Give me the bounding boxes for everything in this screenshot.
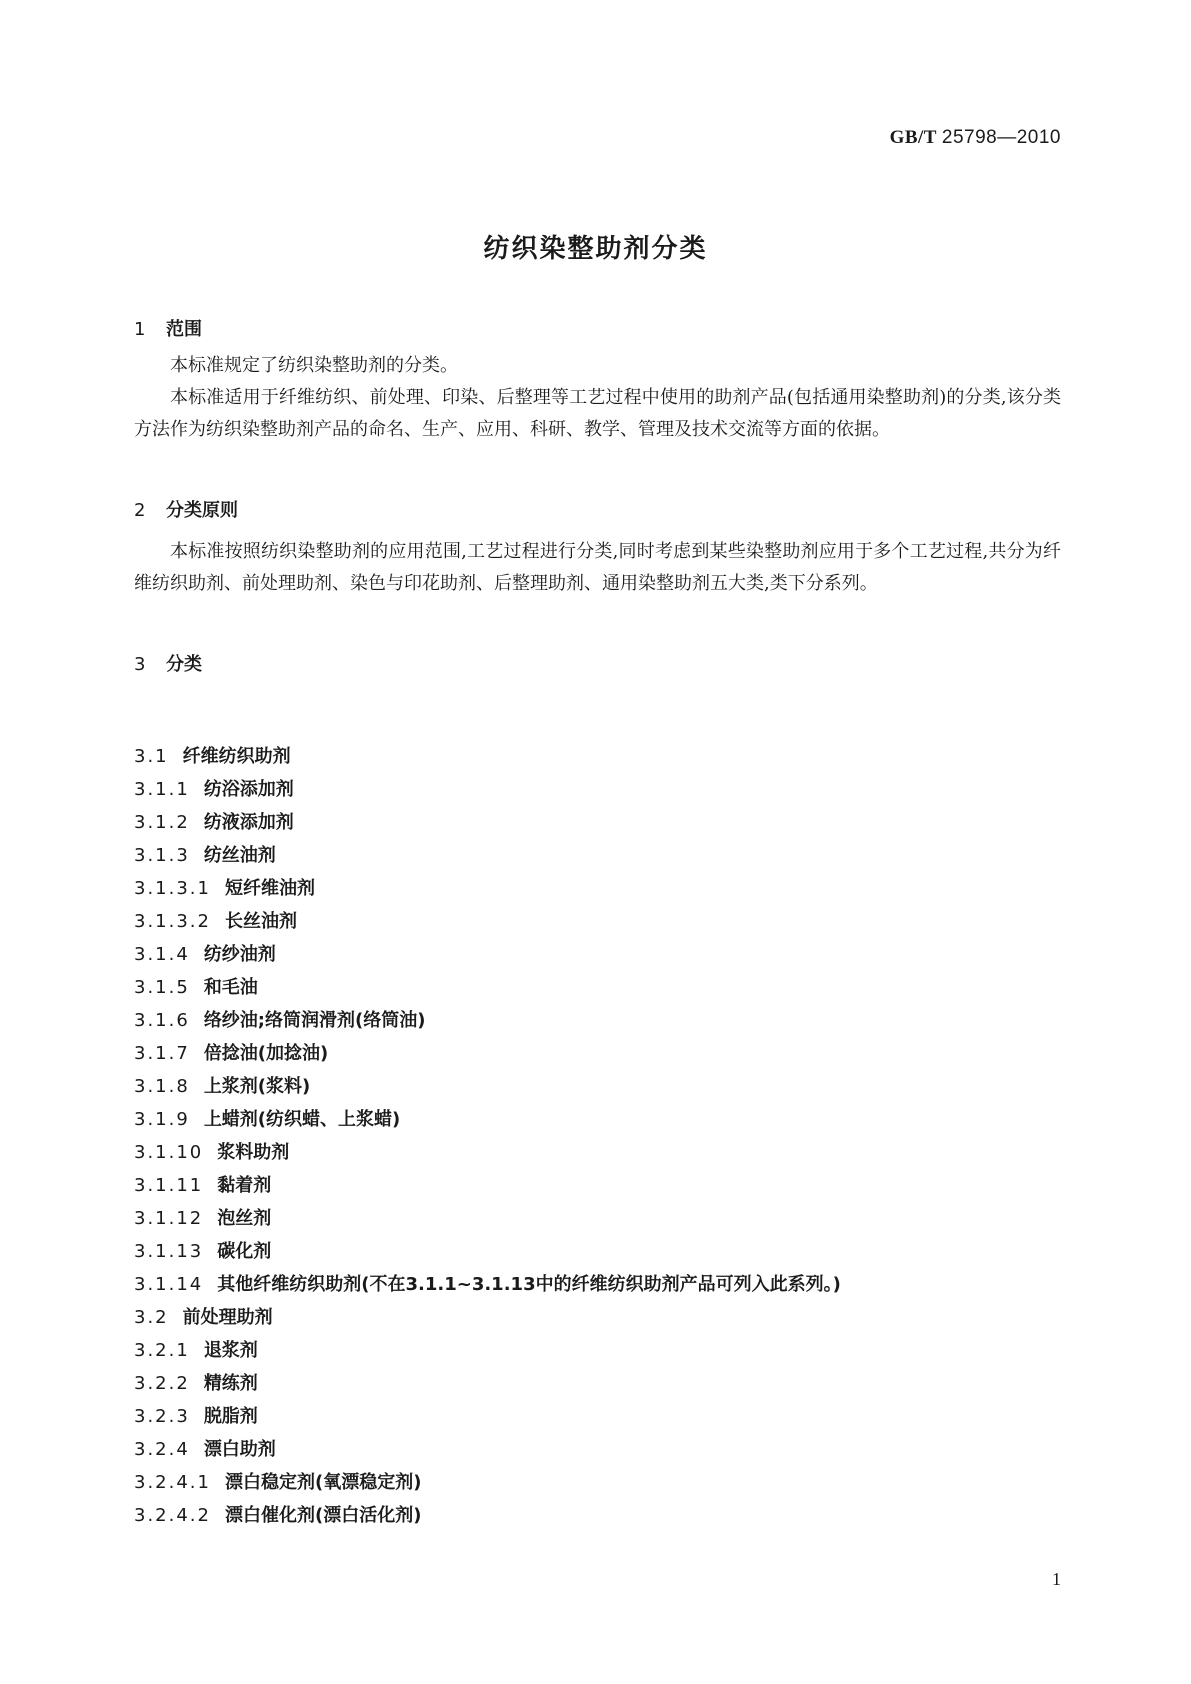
classification-label: 退浆剂 (203, 1340, 258, 1361)
classification-label: 碳化剂 (217, 1241, 272, 1262)
classification-label: 脱脂剂 (203, 1406, 258, 1427)
classification-item (134, 1037, 841, 1070)
classification-item (134, 773, 841, 806)
classification-label: 漂白稳定剂(氧漂稳定剂) (224, 1472, 422, 1493)
classification-item (134, 971, 841, 1004)
classification-item (134, 872, 841, 905)
classification-code: 3.1.10 (134, 1142, 204, 1163)
section-1-number: 1 (134, 319, 146, 340)
classification-label: 倍捻油(加捻油) (203, 1043, 329, 1064)
classification-label: 纺浴添加剂 (203, 779, 294, 800)
classification-item (134, 1301, 841, 1334)
classification-code: 3.1.3.1 (134, 878, 211, 899)
classification-item (134, 1070, 841, 1103)
classification-item (134, 1268, 841, 1301)
classification-label: 漂白催化剂(漂白活化剂) (224, 1505, 422, 1526)
section-1-heading (134, 315, 202, 341)
classification-label: 络纱油;络筒润滑剂(络筒油) (203, 1010, 426, 1031)
classification-code: 3.1.6 (134, 1010, 190, 1031)
classification-code: 3.1 (134, 746, 169, 767)
classification-item (134, 839, 841, 872)
section-2-number: 2 (134, 500, 146, 521)
classification-code: 3.1.7 (134, 1043, 190, 1064)
classification-code: 3.1.1 (134, 779, 190, 800)
classification-item (134, 1136, 841, 1169)
classification-label: 黏着剂 (217, 1175, 272, 1196)
classification-code: 3.1.5 (134, 977, 190, 998)
classification-label: 长丝油剂 (224, 911, 297, 932)
classification-code: 3.1.11 (134, 1175, 204, 1196)
section-3-title: 分类 (166, 654, 202, 675)
section-2-title: 分类原则 (166, 500, 238, 521)
classification-label: 纺纱油剂 (203, 944, 276, 965)
classification-item (134, 806, 841, 839)
section-3-heading (134, 650, 202, 676)
classification-code: 3.1.13 (134, 1241, 204, 1262)
classification-code: 3.2.4 (134, 1439, 190, 1460)
classification-code: 3.1.3 (134, 845, 190, 866)
classification-code: 3.1.8 (134, 1076, 190, 1097)
classification-code: 3.2.4.2 (134, 1505, 211, 1526)
classification-code: 3.1.9 (134, 1109, 190, 1130)
classification-item (134, 740, 841, 773)
classification-label: 漂白助剂 (203, 1439, 276, 1460)
classification-item (134, 1466, 841, 1499)
section-1-title: 范围 (166, 319, 202, 340)
section-1-paragraph-2: 本标准适用于纤维纺织、前处理、印染、后整理等工艺过程中使用的助剂产品(包括通用染整助剂)的分类,该分类方法作为纺织染整助剂产品的命名、生产、应用、科研、教学、管理及技术交流等方面的依据。 (134, 387, 1061, 440)
classification-code: 3.2 (134, 1307, 169, 1328)
classification-item (134, 905, 841, 938)
classification-code: 3.2.2 (134, 1373, 190, 1394)
document-title: 纺织染整助剂分类 (483, 234, 708, 264)
classification-label: 纺丝油剂 (203, 845, 276, 866)
section-3-number: 3 (134, 654, 146, 675)
classification-code: 3.1.4 (134, 944, 190, 965)
classification-item (134, 1169, 841, 1202)
classification-label: 短纤维油剂 (224, 878, 315, 899)
classification-code: 3.2.1 (134, 1340, 190, 1361)
standard-prefix: GB/T (889, 127, 937, 148)
section-1-paragraph-1: 本标准规定了纺织染整助剂的分类。 (170, 355, 458, 376)
classification-item (134, 1400, 841, 1433)
classification-item (134, 1004, 841, 1037)
classification-label: 上蜡剂(纺织蜡、上浆蜡) (203, 1109, 401, 1130)
classification-item (134, 1433, 841, 1466)
classification-label: 泡丝剂 (217, 1208, 272, 1229)
section-2-heading (134, 496, 238, 522)
classification-code: 3.1.2 (134, 812, 190, 833)
classification-item (134, 1334, 841, 1367)
classification-code: 3.1.12 (134, 1208, 204, 1229)
classification-code: 3.2.3 (134, 1406, 190, 1427)
classification-label: 浆料助剂 (217, 1142, 290, 1163)
classification-label: 纺液添加剂 (203, 812, 294, 833)
classification-label: 精练剂 (203, 1373, 258, 1394)
section-2-paragraph-1: 本标准按照纺织染整助剂的应用范围,工艺过程进行分类,同时考虑到某些染整助剂应用于多个工艺过程,共分为纤维纺织助剂、前处理助剂、染色与印花助剂、后整理助剂、通用染整助剂五大类,类下分系列。 (134, 541, 1061, 594)
classification-label: 纤维纺织助剂 (182, 746, 291, 767)
classification-label: 上浆剂(浆料) (203, 1076, 311, 1097)
classification-item (134, 1202, 841, 1235)
classification-label: 前处理助剂 (182, 1307, 273, 1328)
classification-code: 3.2.4.1 (134, 1472, 211, 1493)
standard-number: 25798—2010 (941, 127, 1061, 148)
classification-item (134, 1235, 841, 1268)
classification-item (134, 1499, 841, 1532)
standard-code (890, 127, 1061, 149)
classification-item (134, 1367, 841, 1400)
classification-label: 其他纤维纺织助剂(不在3.1.1~3.1.13中的纤维纺织助剂产品可列入此系列。) (217, 1274, 841, 1295)
classification-item (134, 938, 841, 971)
classification-code: 3.1.14 (134, 1274, 204, 1295)
classification-item (134, 1103, 841, 1136)
classification-label: 和毛油 (203, 977, 258, 998)
classification-code: 3.1.3.2 (134, 911, 211, 932)
page-number: 1 (1052, 1569, 1061, 1589)
classification-list (134, 740, 841, 1532)
